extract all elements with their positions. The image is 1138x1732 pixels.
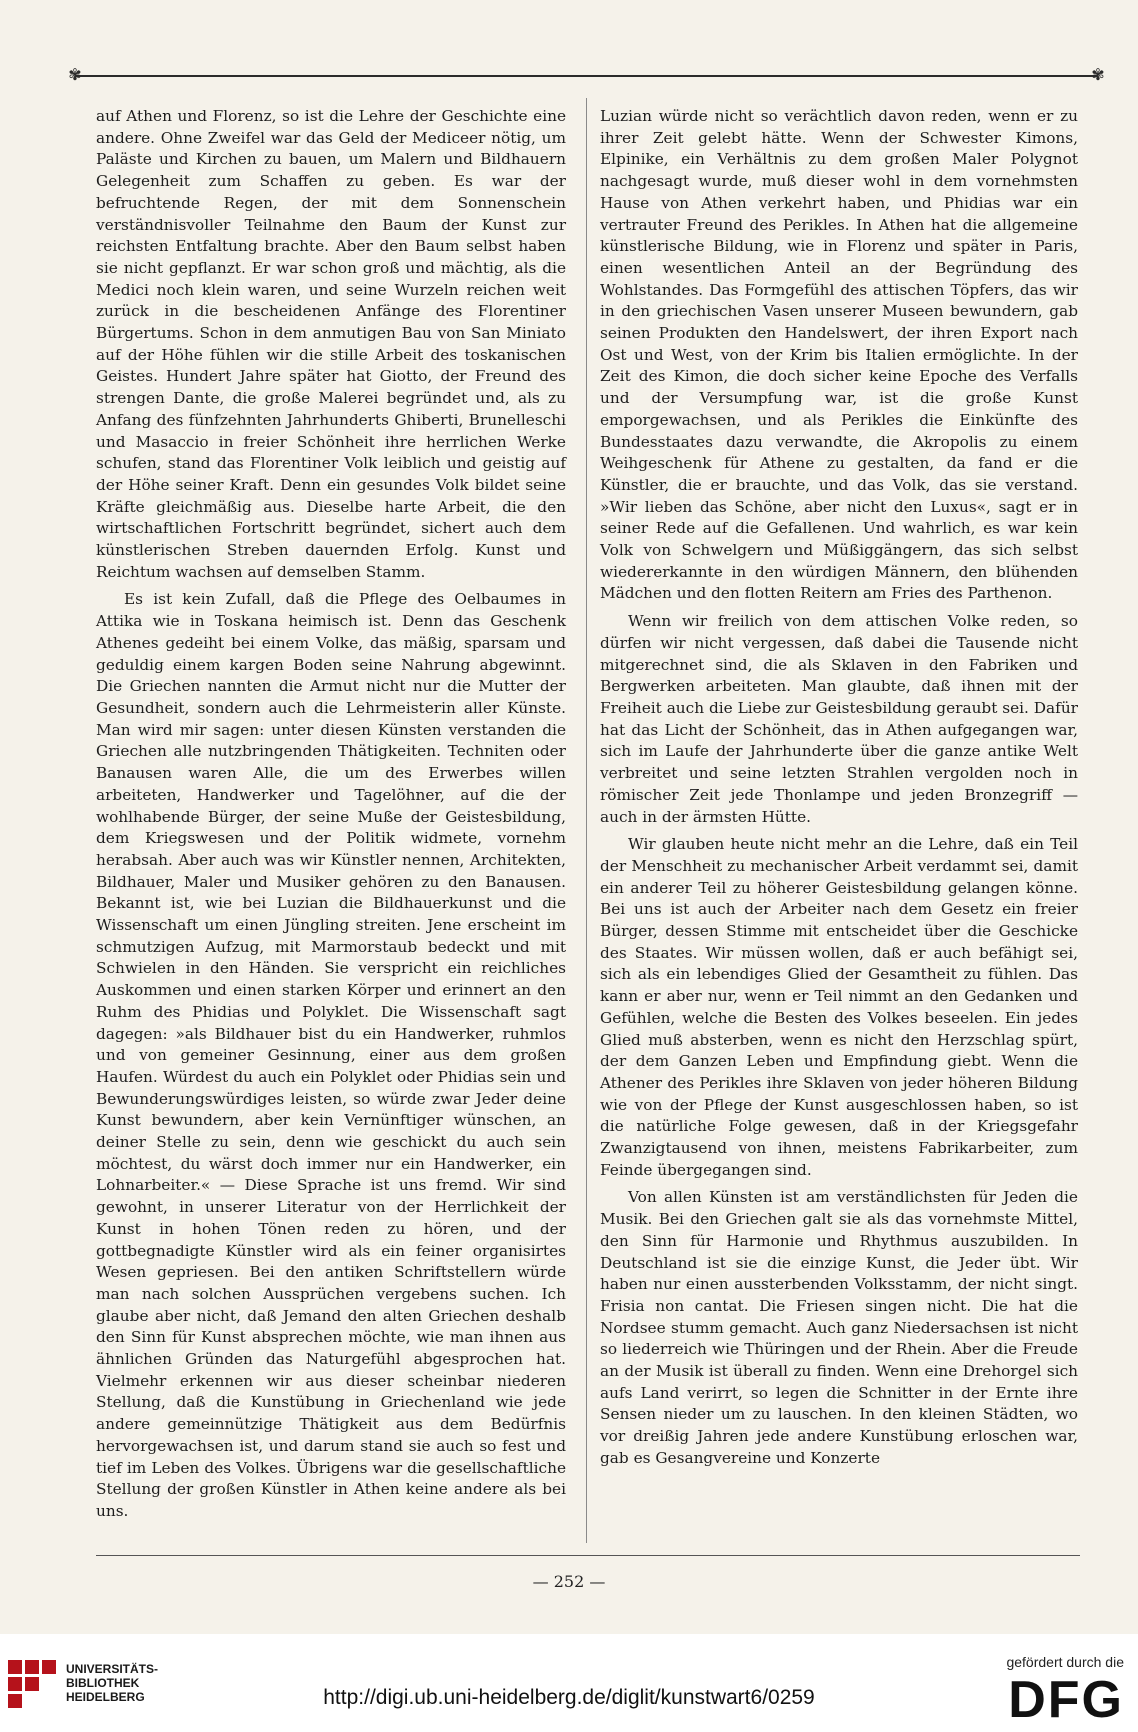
top-rule <box>75 75 1098 77</box>
funding-note: gefördert durch die <box>1006 1654 1124 1670</box>
document-url-link[interactable]: http://digi.ub.uni-heidelberg.de/diglit/kunstwart6/0259 <box>323 1686 815 1709</box>
column-divider <box>586 98 587 1543</box>
paragraph: auf Athen und Florenz, so ist die Lehre der Geschichte eine andere. Ohne Zweifel war das Geld der Mediceer nötig, um Paläste und Kirchen zu bauen, um Malern und Bildhauern Gelegenheit zum Schaffen zu geben. Es war der befruchtende Regen, der mit dem Sonnenschein verständnisvoller Teilnahme den Baum der Kunst zur reichsten Entfaltung brachte. Aber den Baum selbst haben sie nicht gepflanzt. Er war schon groß und mächtig, als die Medici noch klein waren, und seine Wurzeln reichen weit zurück in die bescheidenen Anfänge des Florentiner Bürgertums. Schon in dem anmutigen Bau von San Miniato auf der Höhe fühlen wir die stille Arbeit des toskanischen Geistes. Hundert Jahre später hat Giotto, der Freund des strengen Dante, die große Malerei begründet und, als zu Anfang des fünfzehnten Jahrhunderts Ghiberti, Brunelleschi und Masaccio in freier Schönheit ihre herrlichen Werke schufen, stand das Florentiner Volk leiblich und geistig auf der Höhe seiner Kraft. Denn ein gesundes Volk bildet seine Kräfte gleichmäßig aus. Dieselbe harte Arbeit, die den wirtschaftlichen Fortschritt begründet, sichert auch dem künstlerischen Streben dauernden Erfolg. Kunst und Reichtum wachsen auf demselben Stamm. <box>96 107 566 581</box>
paragraph: Luzian würde nicht so verächtlich davon reden, wenn er zu ihrer Zeit gelebt hätte. Wenn der Schwester Kimons, Elpinike, ein Verhältnis zu dem großen Maler Polygnot nachgesagt wurde, muß dieser wohl in dem vornehmsten Hause von Athen verkehrt haben, und Phidias war ein vertrauter Freund des Perikles. In Athen hat die allgemeine künstlerische Bildung, wie in Florenz und später in Paris, einen wesentlichen Anteil an der Begründung des Wohlstandes. Das Formgefühl des attischen Töpfers, das wir in den griechischen Vasen unserer Museen bewundern, gab seinen Produkten den Handelswert, der ihren Export nach Ost und West, von der Krim bis Italien ermöglichte. In der Zeit des Kimon, die doch sicher keine Epoche des Verfalls und der Versumpfung war, ist die große Kunst emporgewachsen, und als Perikles die Einkünfte des Bundesstaates dazu verwandte, die Akropolis zu einem Weihgeschenk für Athene zu gestalten, da fand er die Künstler, die er brauchte, und das Volk, das sie verstand. »Wir lieben das Schöne, aber nicht den Luxus«, sagt er in seiner Rede auf die Gefallenen. Und wahrlich, es war kein Volk von Schwelgern und Müßiggängern, das sich selbst wiedererkannte in den würdigen Männern, den blühenden Mädchen und den flotten Reitern am Fries des Parthenon. <box>600 107 1078 603</box>
library-name-line: BIBLIOTHEK <box>66 1676 140 1690</box>
ornament-left-icon: ✾ <box>68 65 82 84</box>
bottom-rule <box>96 1555 1080 1556</box>
library-name-line: UNIVERSITÄTS- <box>66 1662 159 1676</box>
paragraph: Es ist kein Zufall, daß die Pflege des Oelbaumes in Attika wie in Toskana heimisch ist. Denn das Geschenk Athenes gedeiht bei einem Volke, das mäßig, sparsam und geduldig einem kargen Boden seine Nahrung abgewinnt. Die Griechen nannten die Armut nicht nur die Mutter der Gesundheit, sondern auch die Lehrmeisterin aller Künste. Man wird mir sagen: unter diesen Künsten verstanden die Griechen alle nutzbringenden Thätigkeiten. Techniten oder Banausen waren Alle, die um des Erwerbes willen arbeiteten, Handwerker und Tagelöhner, auf die der wohlhabende Bürger, der seine Muße der Geistesbildung, dem Kriegswesen und der Politik widmete, vornehm herabsah. Aber auch was wir Künstler nennen, Architekten, Bildhauer, Maler und Musiker gehören zu den Banausen. Bekannt ist, wie bei Luzian die Bildhauerkunst und die Wissenschaft um einen Jüngling streiten. Jene erscheint im schmutzigen Aufzug, mit Marmorstaub bedeckt und mit Schwielen in den Händen. Sie verspricht ein reichliches Auskommen und einen starken Körper und erinnert an den Ruhm des Phidias und Polyklet. Die Wissenschaft sagt dagegen: »als Bildhauer bist du ein Handwerker, ruhmlos und von gemeiner Gesinnung, einer aus dem großen Haufen. Würdest du auch ein Polyklet oder Phidias sein und Bewunderungswürdiges leisten, so würde zwar Jeder deine Kunst bewundern, aber kein Vernünftiger wünschen, an deiner Stelle zu sein, denn wie geschickt du auch sein möchtest, du wärst doch immer nur ein Handwerker, ein Lohnarbeiter.« — Diese Sprache ist uns fremd. Wir sind gewohnt, in unserer Literatur von der Herrlichkeit der Kunst in hohen Tönen reden zu hören, und der gottbegnadigte Künstler wird als ein feiner organisirtes Wesen gepriesen. Bei den antiken Schriftstellern würde man nach solchen Aussprüchen vergebens suchen. Ich glaube aber nicht, daß Jemand den alten Griechen deshalb den Sinn für Kunst absprechen möchte, wie man ihnen aus ähnlichen Gründen das Naturgefühl abgesprochen hat. Vielmehr erkennen wir aus dieser scheinbar niederen Stellung, daß die Kunstübung in Griechenland wie jede andere gemeinnützige Thätigkeit aus dem Bedürfnis hervorgewachsen ist, und darum stand sie auch so fest und tief im Leben des Volkes. Übrigens war die gesellschaftliche Stellung der großen Künstler in Athen keine andere als bei uns. <box>96 590 566 1520</box>
ornament-right-icon: ✾ <box>1091 65 1105 84</box>
paragraph: Wenn wir freilich von dem attischen Volke reden, so dürfen wir nicht vergessen, daß dabei die Tausende nicht mitgerechnet sind, die als Sklaven in den Fabriken und Bergwerken arbeiteten. Man glaubte, daß ihnen mit der Freiheit auch die Liebe zur Geistesbildung geraubt sei. Dafür hat das Licht der Schönheit, das in Athen aufgegangen war, sich im Laufe der Jahrhunderte über die ganze antike Welt verbreitet und seine letzten Strahlen vergolden noch in römischer Zeit jede Thonlampe und jeden Bronzegriff — auch in der ärmsten Hütte. <box>600 612 1078 826</box>
viewer-footer <box>0 1648 1138 1732</box>
paragraph: Von allen Künsten ist am verständlichsten für Jeden die Musik. Bei den Griechen galt sie als das vornehmste Mittel, den Sinn für Harmonie und Rhythmus auszubilden. In Deutschland ist sie die einzige Kunst, die Jeder übt. Wir haben nur einen aussterbenden Volksstamm, der nicht singt. Frisia non cantat. Die Friesen singen nicht. Die hat die Nordsee stumm gemacht. Auch ganz Niedersachsen ist nicht so liederreich wie Thüringen und der Rhein. Aber die Freude an der Musik ist überall zu finden. Wenn eine Drehorgel sich aufs Land verirrt, so legen die Schnitter in der Ernte ihre Sensen nieder um zu lauschen. In den kleinen Städten, wo vor dreißig Jahren jede andere Kunstübung erloschen war, gab es Gesangvereine und Konzerte <box>600 1188 1078 1467</box>
page-number: — 252 — <box>532 1572 606 1591</box>
right-text-column <box>600 106 1078 1470</box>
paragraph: Wir glauben heute nicht mehr an die Lehre, daß ein Teil der Menschheit zu mechanischer Arbeit verdammt sei, damit ein anderer Teil zu höherer Geistesbildung gelangen könne. Bei uns ist auch der Arbeiter nach dem Gesetz ein freier Bürger, dessen Stimme mit entscheidet über die Geschicke des Staates. Wir müssen wollen, daß er auch befähigt sei, sich als ein lebendiges Glied der Gesamtheit zu fühlen. Das kann er aber nur, wenn er Teil nimmt an den Gedanken und Gefühlen, welche die Besten des Volkes beseelen. Ein jedes Glied muß absterben, wenn es nicht den Herzschlag spürt, der dem Ganzen Leben und Empfindung giebt. Wenn die Athener des Perikles ihre Sklaven von jeder höheren Bildung wie von der Pflege der Kunst ausgeschlossen haben, so ist die natürliche Folge gewesen, daß in der Kriegsgefahr Zwanzigtausend von ihnen, meistens Fabrikarbeiter, zum Feinde übergegangen sind. <box>600 835 1078 1179</box>
dfg-logo: DFG <box>1008 1671 1124 1729</box>
library-name-line: HEIDELBERG <box>66 1690 145 1704</box>
left-text-column <box>96 106 566 1523</box>
